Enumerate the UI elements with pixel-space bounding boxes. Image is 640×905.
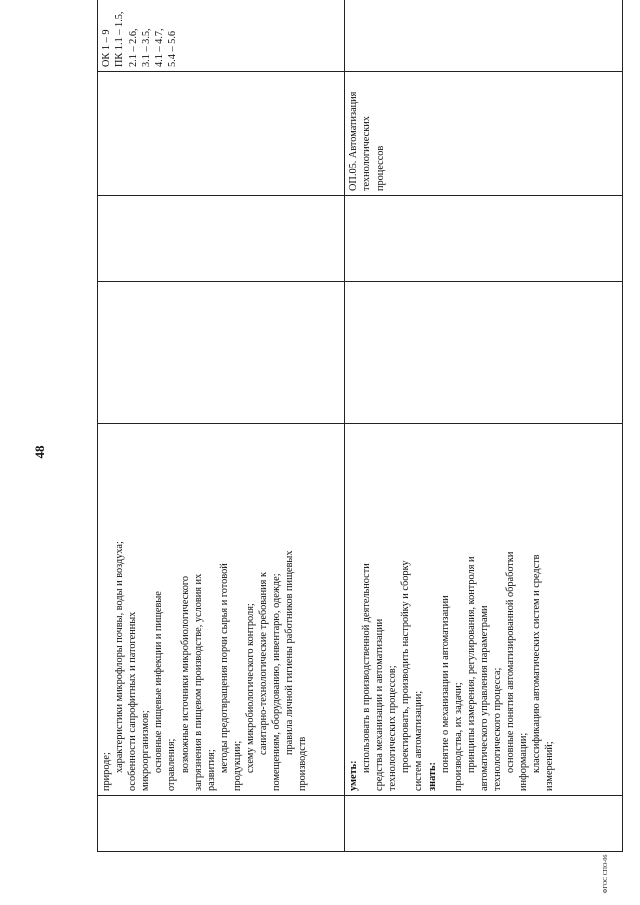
text-line: технологических процессов; [387,665,399,791]
hours-class-cell [98,196,345,282]
hours-max-cell [345,282,623,424]
text-line: принципы измерения, регулирования, контроля и [465,556,477,773]
text-line: продукции; [231,740,243,791]
table-row [345,0,623,852]
text-line: использовать в производственной деятельности [361,563,373,773]
discipline-cell [345,72,623,196]
text-line: производств [297,736,309,791]
text-line: развития; [205,749,217,791]
competency-table-rotated [97,11,622,852]
hours-class-cell [345,196,623,282]
text-line: основные пищевые инфекции и пищевые [153,591,165,773]
requirements-cell [345,424,623,796]
text-line: технологического процесса; [492,667,504,791]
text-line: систем автоматизации; [413,690,425,791]
text-line: автоматического управления параметрами [478,605,490,791]
competency-code: 4.1 – 4.7, [154,28,166,67]
competency-code: ПК 1.1 – 1.5, [114,11,126,67]
competency-code: ОК 1 – 9 [101,29,112,67]
text-line: микроорганизмов; [140,710,152,791]
requirements-cell [98,424,345,796]
text-line: загрязнения в пищевом производстве, условия их [192,573,204,791]
text-line: проектировать, производить настройку и сборку [400,560,412,773]
hours-max-cell [98,282,345,424]
discipline-name-line: ОП.05. Автоматизация [348,91,359,191]
text-line: природе; [101,752,112,791]
text-line: особенности сапрофитных и патогенных [127,611,139,791]
text-line: санитарно-технологические требования к [258,572,270,755]
competency-codes-cell [345,0,623,72]
competency-code: 2.1 – 2.6, [127,28,139,67]
text-line: измерений; [544,741,556,791]
text-line: классификацию автоматических систем и средств [531,554,543,773]
text-line: основные понятия автоматизированной обработки [505,551,517,773]
competency-table [97,0,623,852]
discipline-name-line: процессов [374,145,386,191]
text-line: помещениям, оборудованию, инвентарю, одежде; [271,573,283,791]
table-row [98,0,345,852]
text-line: средства механизации и автоматизации [374,618,386,791]
text-line: информации; [518,732,530,791]
index-cell [98,796,345,852]
discipline-name-line: технологических [361,116,373,191]
page-number: 48 [32,445,47,459]
text-line: производства, их задачи; [452,682,464,791]
text-line: понятие о механизации и автоматизации [439,595,451,773]
text-line: характеристики микрофлоры почвы, воды и воздуха; [114,541,126,773]
text-line: возможные источники микробиологического [179,576,191,773]
text-line: отравления; [166,738,178,791]
competency-code: 5.4 – 5.6 [167,30,179,67]
text-line: правила личной гигиены работников пищевых [284,550,296,755]
discipline-cell [98,72,345,196]
text-line: схему микробиологического контроля; [245,603,257,773]
footer-code: ФГОС СПО-06 [603,854,609,894]
text-line: методы предотвращения порчи сырья и готовой [218,563,230,773]
competency-code: 3.1 – 3.5, [140,28,152,67]
competency-codes-cell [98,0,345,72]
text-line: знать: [426,762,438,791]
text-line: уметь: [348,760,359,791]
index-cell [345,796,623,852]
